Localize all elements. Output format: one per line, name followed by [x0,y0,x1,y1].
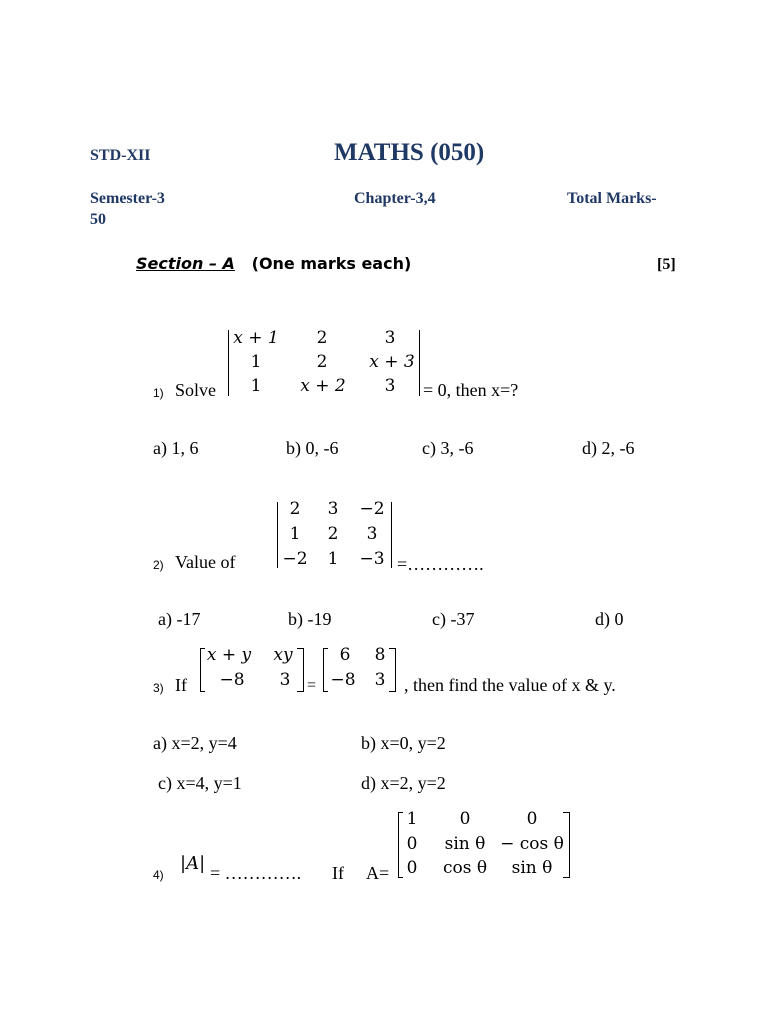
question-number: 1) [153,386,164,400]
matrix-cell: −3 [359,549,385,569]
question-number: 3) [153,681,164,695]
matrix-cell: sin θ [511,858,553,878]
matrix-cell: 0 [406,858,418,878]
matrix-cell: −8 [330,670,356,690]
option-c: c) x=4, y=1 [158,773,242,793]
question-suffix: , then find the value of x & y. [404,675,616,695]
matrix-cell: x + 1 [233,328,279,348]
matrix-cell: x + y [206,645,252,665]
option-c: c) -37 [432,609,475,629]
matrix-cell: cos θ [442,858,488,878]
option-b: b) x=0, y=2 [361,733,446,753]
matrix-cell: 2 [289,499,301,519]
option-b: b) -19 [288,609,332,629]
matrix-cell: 1 [289,524,301,544]
section-note: (One marks each) [251,254,412,273]
matrix-cell: 3 [374,670,386,690]
matrix-label: A= [366,863,390,883]
std-label: STD-XII [90,147,151,164]
determinant-symbol: |A| [180,853,206,874]
page-title: MATHS (050) [334,139,485,166]
total-marks-value: 50 [90,211,106,228]
option-a: a) 1, 6 [153,438,199,458]
matrix-cell: −2 [282,549,308,569]
section-name: Section – A [136,254,235,273]
matrix-cell: 3 [366,524,378,544]
option-b: b) 0, -6 [286,438,339,458]
option-c: c) 3, -6 [422,438,474,458]
question-text: Value of [175,552,236,572]
matrix-cell: xy [273,645,293,665]
option-d: d) x=2, y=2 [361,773,446,793]
option-d: d) 2, -6 [582,438,635,458]
matrix-cell: 3 [384,376,396,396]
matrix-cell: 1 [250,352,262,372]
matrix-cell: −2 [359,499,385,519]
total-marks-label: Total Marks- [567,190,657,207]
option-a: a) -17 [158,609,201,629]
matrix-cell: 0 [526,809,538,829]
matrix-cell: 0 [459,809,471,829]
question-number: 2) [153,558,164,572]
question-number: 4) [153,868,164,882]
option-d: d) 0 [595,609,624,629]
matrix-cell: 3 [279,670,291,690]
section-heading [136,254,411,273]
question-blank: = …………. [210,863,302,883]
option-a: a) x=2, y=4 [153,733,237,753]
matrix-cell: x + 2 [300,376,346,396]
semester-label: Semester-3 [90,190,165,207]
matrix-cell: x + 3 [369,352,415,372]
matrix-cell: 3 [384,328,396,348]
matrix-cell: 0 [406,834,418,854]
matrix-cell: 2 [316,328,328,348]
equals-sign: = [307,677,317,694]
matrix-cell: 2 [316,352,328,372]
question-text: Solve [175,380,217,400]
section-marks: [5] [657,256,676,273]
question-text: If [175,675,187,695]
matrix-cell: 6 [339,645,351,665]
question-suffix: = 0, then x=? [423,380,519,400]
question-suffix: =…………. [397,554,484,574]
if-label: If [332,863,344,883]
matrix-cell: 3 [327,499,339,519]
matrix-cell: − cos θ [500,834,564,854]
matrix-cell: sin θ [444,834,486,854]
matrix-cell: 1 [406,809,418,829]
chapter-label: Chapter-3,4 [354,190,436,207]
matrix-cell: −8 [219,670,245,690]
matrix-cell: 1 [327,549,339,569]
matrix-cell: 8 [374,645,386,665]
matrix-cell: 1 [250,376,262,396]
matrix-cell: 2 [327,524,339,544]
